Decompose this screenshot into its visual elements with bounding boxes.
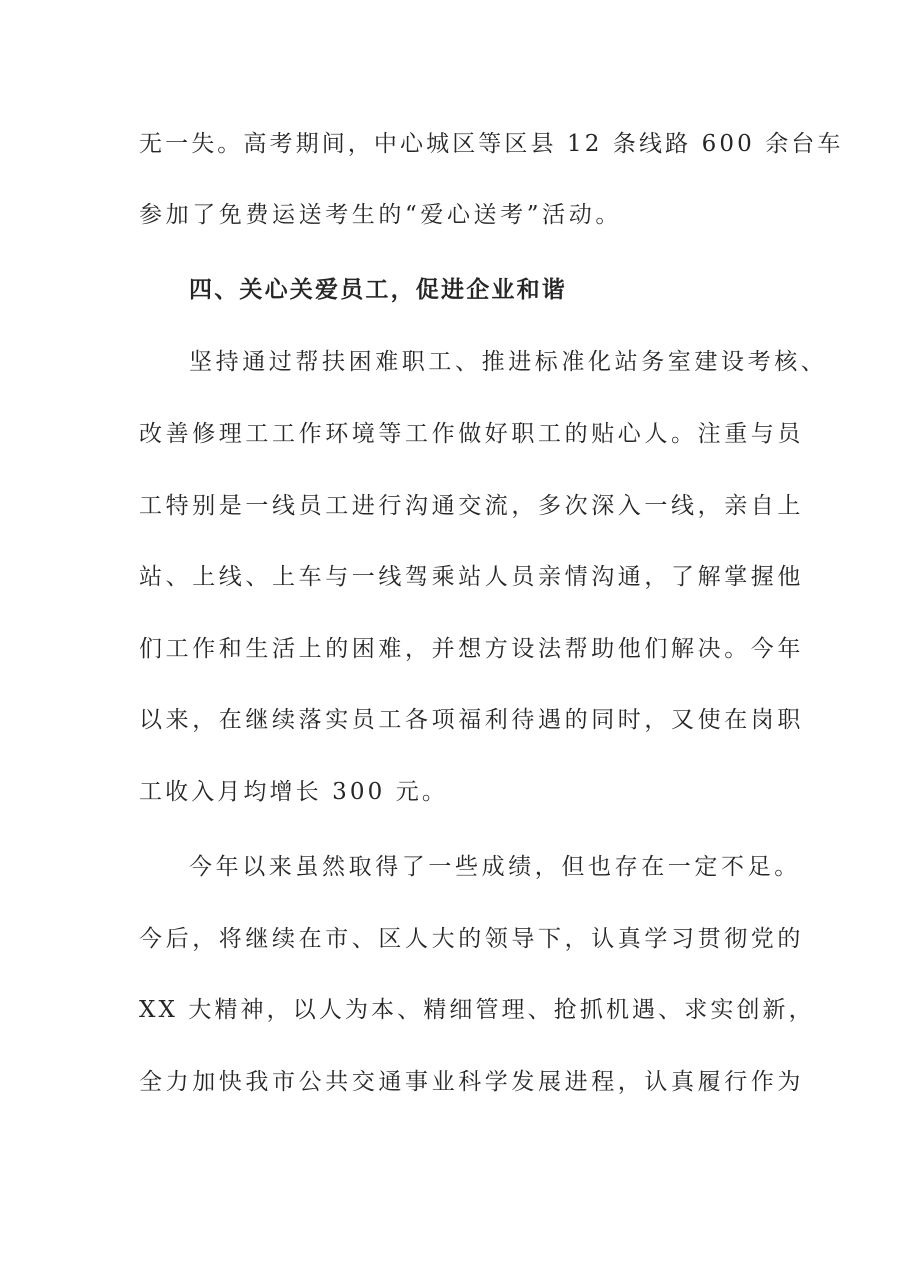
body-line-2: 参加了免费运送考生的“爱心送考”活动。 <box>139 202 622 228</box>
body-line-7: 们工作和生活上的困难，并想方设法帮助他们解决。今年 <box>139 636 804 662</box>
body-line-13: 全力加快我市公共交通事业科学发展进程，认真履行作为 <box>139 1069 804 1095</box>
section-heading: 四、关心关爱员工，促进企业和谐 <box>189 277 567 303</box>
body-line-11: 今后，将继续在市、区人大的领导下，认真学习贯彻党的 <box>139 926 804 952</box>
body-line-8: 以来，在继续落实员工各项福利待遇的同时，又使在岗职 <box>139 707 804 733</box>
body-line-12: XX 大精神，以人为本、精细管理、抢抓机遇、求实创新， <box>139 997 815 1023</box>
body-line-5: 工特别是一线员工进行沟通交流，多次深入一线，亲自上 <box>139 493 804 519</box>
body-line-6: 站、上线、上车与一线驾乘站人员亲情沟通，了解掌握他 <box>139 564 804 590</box>
body-line-3: 坚持通过帮扶困难职工、推进标准化站务室建设考核、 <box>189 349 828 375</box>
body-line-9: 工收入月均增长 300 元。 <box>139 779 448 805</box>
body-line-10: 今年以来虽然取得了一些成绩，但也存在一定不足。 <box>189 854 801 880</box>
body-line-1: 无一失。高考期间，中心城区等区县 12 条线路 600 余台车 <box>139 131 844 157</box>
body-line-4: 改善修理工工作环境等工作做好职工的贴心人。注重与员 <box>139 421 804 447</box>
